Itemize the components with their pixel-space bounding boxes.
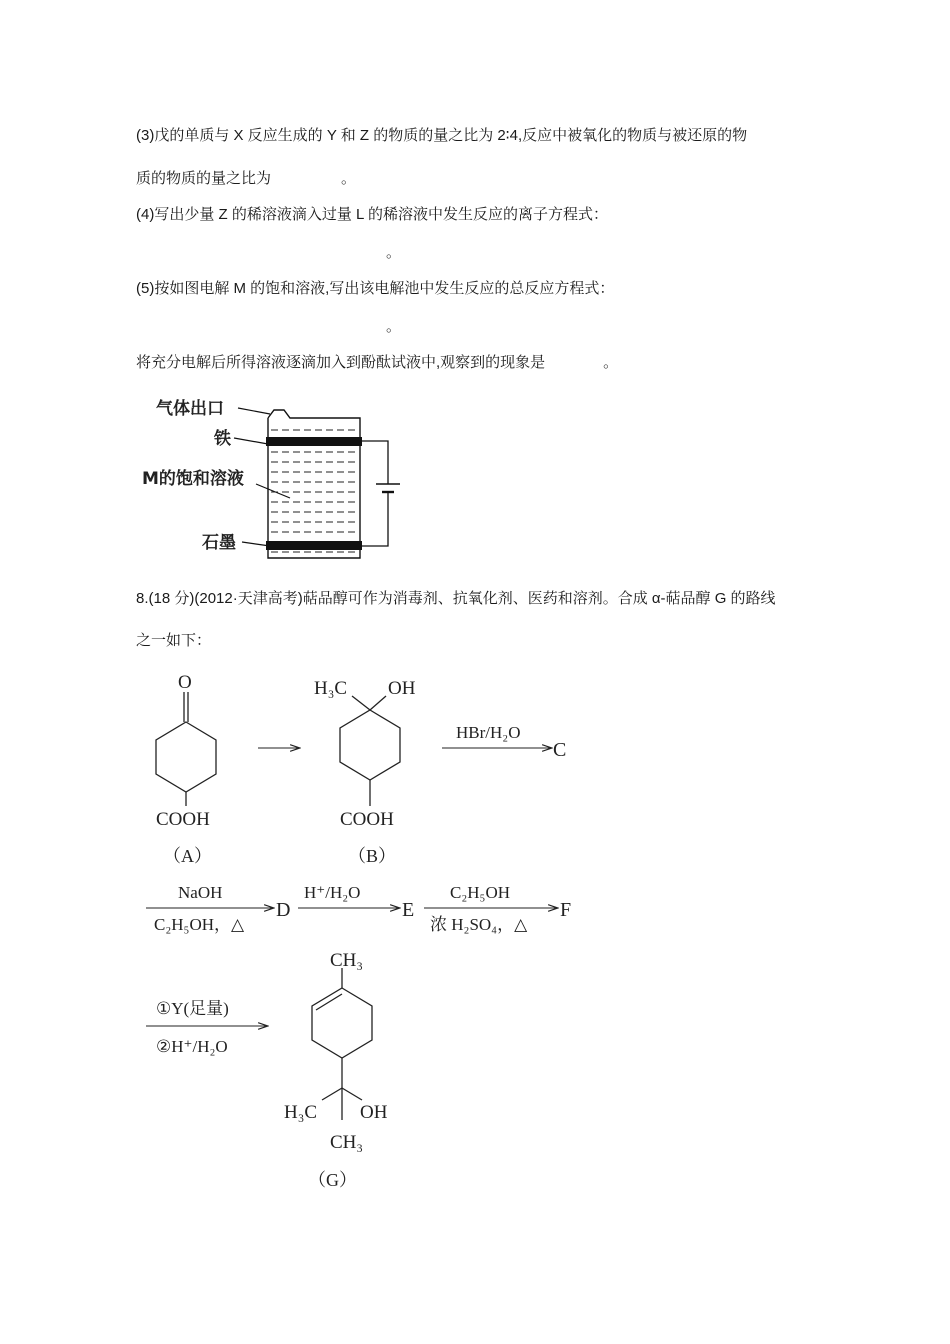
q3-line2 <box>136 169 356 189</box>
r4-reagent: C₂H₅OH <box>450 883 511 902</box>
q4-answer-line[interactable] <box>386 243 401 263</box>
product-c: C <box>553 739 567 761</box>
label-iron: 铁 <box>214 429 231 449</box>
product-f: F <box>560 899 572 921</box>
q5-period-2: 。 <box>603 354 619 371</box>
r4-condition: 浓 H₂SO₄，△ <box>430 915 528 934</box>
q5-period: 。 <box>386 318 402 335</box>
b-cooh: COOH <box>340 809 394 830</box>
g-methyl-left: H₃C <box>284 1102 318 1123</box>
b-methyl: H₃C <box>314 678 348 699</box>
q4-line1: (4)写出少量 Z 的稀溶液滴入过量 L 的稀溶液中发生反应的离子方程式： <box>136 206 608 223</box>
label-gas-outlet: 气体出口 <box>156 399 224 419</box>
compound-g <box>312 968 372 1120</box>
r5-reagent: ①Y(足量) <box>156 999 229 1018</box>
q4-period: 。 <box>386 244 402 261</box>
a-label: （A） <box>163 846 212 866</box>
r3-reagent: H⁺/H₂O <box>304 883 361 902</box>
q3-line2-text: 质的物质的量之比为 <box>136 170 272 187</box>
r2-reagent: NaOH <box>178 883 223 902</box>
product-e: E <box>402 899 415 921</box>
label-m-solution: M的饱和溶液 <box>142 469 244 489</box>
g-hydroxyl: OH <box>360 1102 388 1123</box>
electrolysis-cell-diagram <box>130 388 410 568</box>
reaction-scheme <box>120 668 620 1198</box>
product-d: D <box>276 899 291 921</box>
a-cooh: COOH <box>156 809 210 830</box>
q8-line2: 之一如下： <box>136 632 212 649</box>
label-graphite: 石墨 <box>202 533 236 553</box>
q3-line1: (3)戊的单质与 X 反应生成的 Y 和 Z 的物质的量之比为 2∶4,反应中被氧化的物质与被还原的物 <box>136 127 748 144</box>
r1-reagent: HBr/H₂O <box>456 723 521 742</box>
q5-answer-line[interactable] <box>386 317 401 337</box>
q5-line3 <box>136 353 618 373</box>
q5-line3-text: 将充分电解后所得溶液逐滴加入到酚酞试液中,观察到的现象是 <box>136 354 546 371</box>
r5-condition: ②H⁺/H₂O <box>156 1037 228 1056</box>
b-hydroxyl: OH <box>388 678 416 699</box>
q8-line1: 8.(18 分)(2012·天津高考)萜品醇可作为消毒剂、抗氧化剂、医药和溶剂。合成 α-萜品醇 G 的路线 <box>136 590 776 607</box>
g-methyl-bottom: CH₃ <box>330 1132 364 1153</box>
b-label: （B） <box>348 846 397 866</box>
a-oxygen: O <box>178 672 192 693</box>
q3-period: 。 <box>341 170 357 187</box>
g-methyl-top: CH₃ <box>330 950 364 971</box>
compound-a <box>156 692 216 806</box>
compound-b <box>340 696 400 806</box>
g-label: （G） <box>308 1170 357 1190</box>
r2-condition: C₂H₅OH，△ <box>154 915 245 934</box>
q5-line1: (5)按如图电解 M 的饱和溶液,写出该电解池中发生反应的总反应方程式： <box>136 280 615 297</box>
